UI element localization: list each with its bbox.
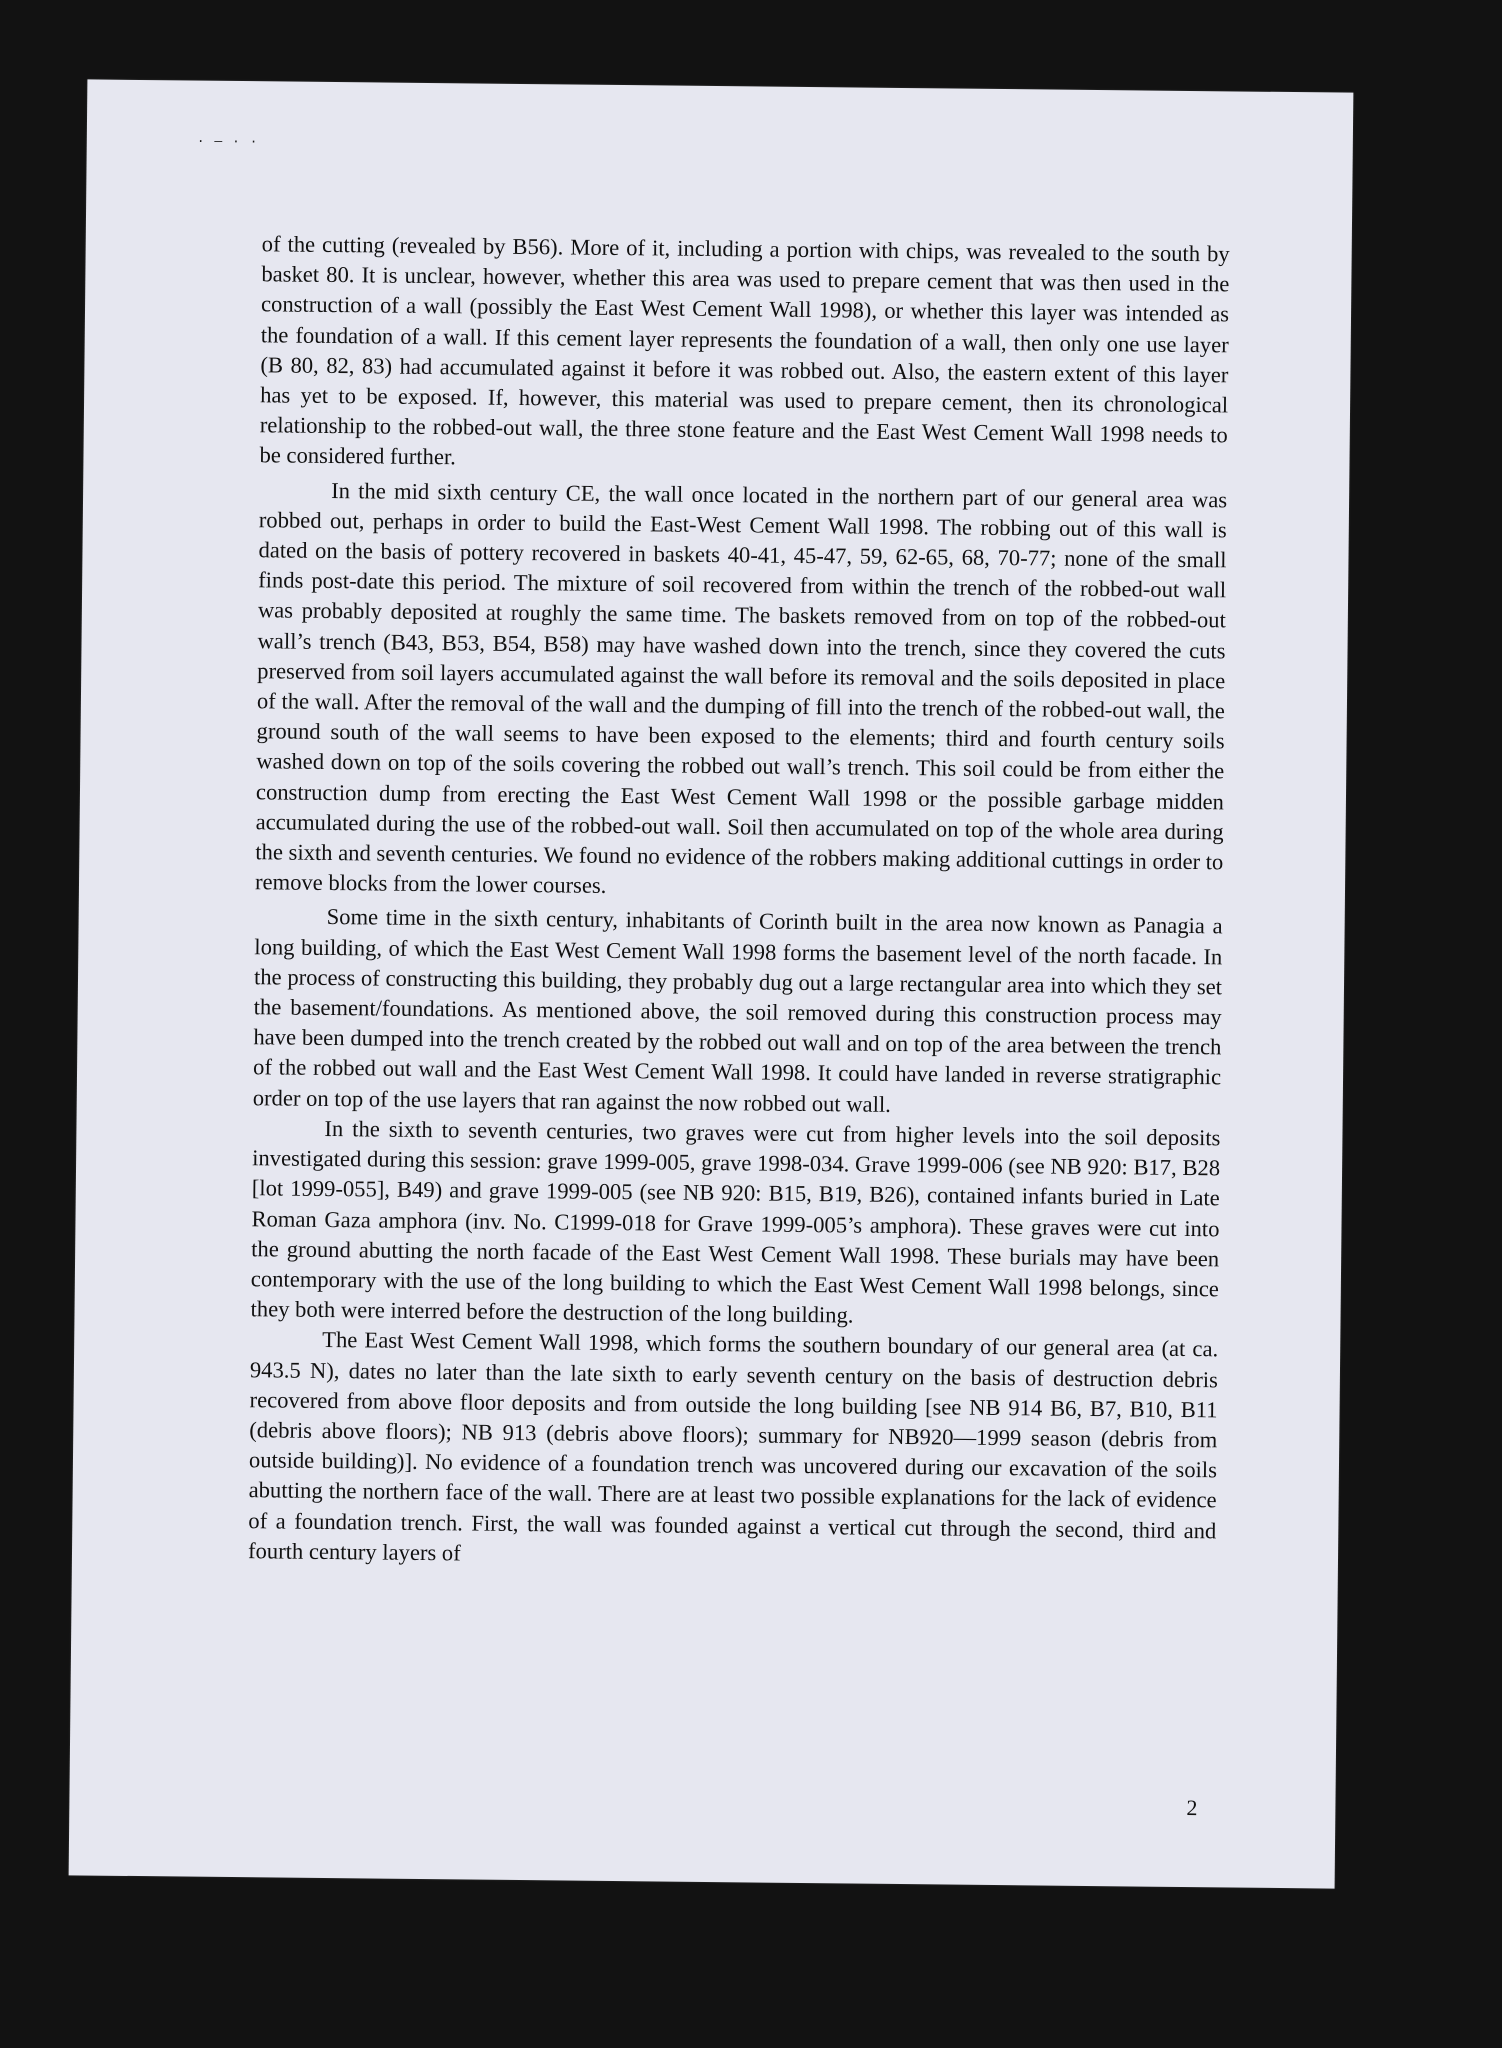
paragraph-3: Some time in the sixth century, inhabitants of Corinth built in the area now known as Panagia a long building, of which the East West Cement Wall 1998 forms the basement level of the north facade. In the process of constructing this building, they probably dug out a large rectangular area into which they set the basement/foundations. As mentioned above, the soil removed during this construction process may have been dumped into the trench created by the robbed out wall and on top of the area between the trench of the robbed out wall and the East West Cement Wall 1998. It could have landed in reverse stratigraphic order on top of the use layers that ran against the now robbed out wall.	[252, 904, 1223, 1117]
paragraph-5: The East West Cement Wall 1998, which forms the southern boundary of our general area (at ca. 943.5 N), dates no later than the late sixth to early seventh century on the basis of destruction debris recovered from above floor deposits and from outside the long building [see NB 914 B6, B7, B10, B11 (debris above floors); NB 913 (debris above floors); summary for NB920—1999 season (debris from outside building)]. No evidence of a foundation trench was uncovered during our excavation of the soils abutting the northern face of the wall. There are at least two possible explanations for the lack of evidence of a foundation trench. First, the wall was founded against a vertical cut through the second, third and fourth century layers of	[247, 1327, 1219, 1566]
document-page	[69, 79, 1354, 1888]
paragraph-2: In the mid sixth century CE, the wall once located in the northern part of our general area was robbed out, perhaps in order to build the East-West Cement Wall 1998. The robbing out of this wall is dated on the basis of pottery recovered in baskets 40-41, 45-47, 59, 62-65, 68, 70-77; none of the small finds post-date this period. The mixture of soil recovered from within the trench of the robbed-out wall was probably deposited at roughly the same time. The baskets removed from on top of the robbed-out wall’s trench (B43, B53, B54, B58) may have washed down into the trench, since they covered the cuts preserved from soil layers accumulated against the wall before its removal and the soils deposited in place of the wall. After the removal of the wall and the dumping of fill into the trench of the robbed-out wall, the ground south of the wall seems to have been exposed to the elements; third and fourth century soils washed down on top of the soils covering the robbed out wall’s trench. This soil could be from either the construction dump from erecting the East West Cement Wall 1998 or the possible garbage midden accumulated during the use of the robbed-out wall. Soil then accumulated on top of the whole area during the sixth and seventh centuries. We found no evidence of the robbers making additional cuttings in order to remove blocks from the lower courses.	[254, 477, 1228, 899]
body-text	[248, 229, 1230, 1576]
paragraph-1: of the cutting (revealed by B56). More of it, including a portion with chips, was revealed to the south by basket 80. It is unclear, however, whether this area was used to prepare cement that was then used in the construction of a wall (possibly the East West Cement Wall 1998), or whether this layer was intended as the foundation of a wall. If this cement layer represents the foundation of a wall, then only one use layer (B 80, 82, 83) had accumulated against it before it was robbed out. Also, the eastern extent of this layer has yet to be exposed. If, however, this material was used to prepare cement, then its chronological relationship to the robbed-out wall, the three stone feature and the East West Cement Wall 1998 needs to be considered further.	[259, 231, 1230, 470]
paragraph-4: In the sixth to seventh centuries, two graves were cut from higher levels into the soil deposits investigated during this session: grave 1999-005, grave 1998-034. Grave 1999-006 (see NB 920: B17, B28 [lot 1999-055], B49) and grave 1999-005 (see NB 920: B15, B19, B26), contained infants buried in Late Roman Gaza amphora (inv. No. C1999-018 for Grave 1999-005’s amphora). These graves were cut into the ground abutting the north facade of the East West Cement Wall 1998. These burials may have been contemporary with the use of the long building to which the East West Cement Wall 1998 belongs, since they both were interred before the destruction of the long building.	[250, 1115, 1221, 1328]
page-number: 2	[1186, 1795, 1198, 1821]
corner-mark: · — · ·	[196, 133, 259, 150]
